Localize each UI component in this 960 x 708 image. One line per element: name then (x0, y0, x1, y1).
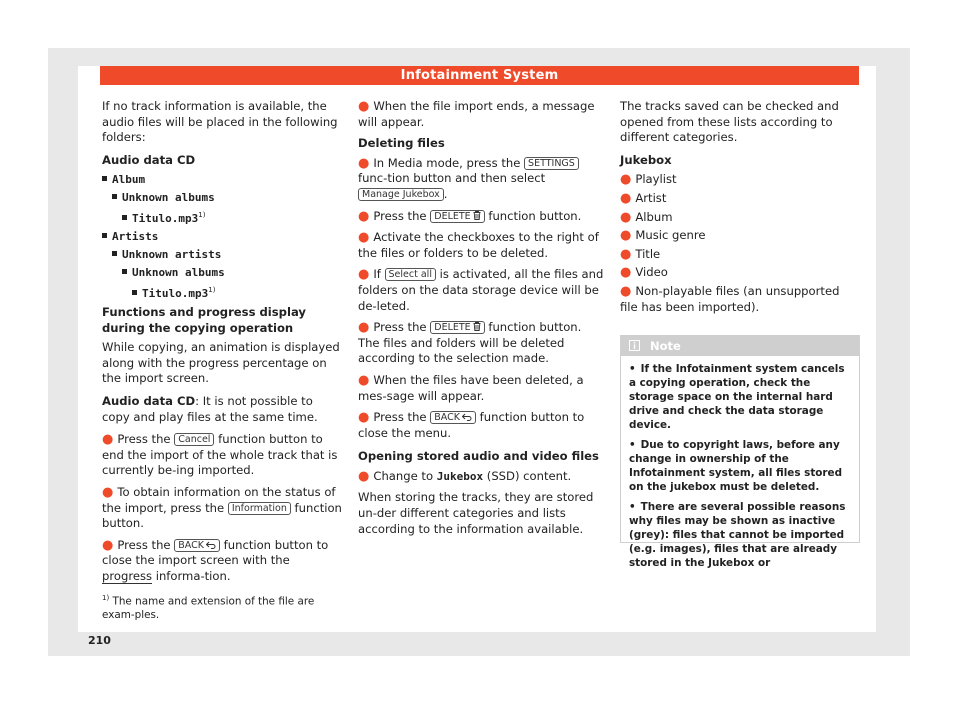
list-item: ● When the files have been deleted, a mes-sage will appear. (358, 372, 584, 403)
list-item: ● Playlist (620, 172, 677, 188)
note-title: Note (650, 339, 681, 353)
bullet-icon: ● (102, 485, 114, 501)
back-button: BACK (430, 411, 476, 424)
back-arrow-icon (462, 413, 472, 421)
cancel-button: Cancel (174, 433, 214, 446)
back-arrow-icon (206, 541, 216, 549)
list-item: ● Album (620, 209, 673, 225)
while-copying-text: While copying, an animation is displayed along with the progress percentage on the import screen. (102, 340, 340, 386)
functions-heading: Functions and progress display during the copying operation (102, 305, 306, 335)
bullet-icon: ● (620, 209, 632, 225)
list-item: ● Press the BACK function button to close the import screen with the progress informa-tion. (102, 537, 329, 583)
footnote-ref: 1) (208, 286, 216, 295)
bullet-icon: ● (358, 320, 370, 336)
deleting-heading: Deleting files (358, 136, 445, 151)
square-bullet-icon (102, 233, 107, 238)
delete-button: DELETE (430, 321, 484, 334)
trash-icon (473, 211, 481, 220)
footnote-ref: 1) (198, 211, 206, 220)
note-item: • Due to copyright laws, before any change in ownership of the Infotainment system, all files stored on the jukebox must be deleted. (629, 439, 843, 493)
tree-item: Unknown albums (102, 190, 342, 205)
list-item: ● Change to Jukebox (SSD) content. (358, 468, 572, 484)
delete-button: DELETE (430, 210, 484, 223)
list-item: ● If Select all is activated, all the files and folders on the data storage device will be de-leted. (358, 267, 604, 313)
note-header (621, 336, 859, 356)
bullet-icon: ● (358, 208, 370, 224)
column-1 (102, 99, 342, 591)
bullet-icon: ● (102, 432, 114, 448)
page-number: 210 (88, 634, 111, 647)
tree-item: Unknown albums (102, 265, 342, 280)
back-button: BACK (174, 539, 220, 552)
list-item: ● Video (620, 265, 668, 281)
list-item: ● Non-playable files (an unsupported file has been imported). (620, 283, 840, 314)
bullet-icon: ● (358, 410, 370, 426)
bullet-icon: ● (620, 190, 632, 206)
list-item: ● Music genre (620, 228, 706, 244)
list-item: ● Activate the checkboxes to the right of the files or folders to be deleted. (358, 230, 599, 260)
information-button: Information (228, 502, 291, 515)
tree-item: Artists (102, 229, 342, 244)
square-bullet-icon (132, 290, 137, 295)
audio-cd-note: Audio data CD: It is not possible to copy and play files at the same time. (102, 394, 318, 424)
column-3 (620, 99, 860, 318)
list-item: ● Press the DELETE function button. The files and folders will be deleted according to the selection made. (358, 320, 582, 366)
column-2 (358, 99, 604, 544)
tree-item: Album (102, 172, 342, 187)
square-bullet-icon (102, 176, 107, 181)
bullet-icon: ● (358, 99, 370, 114)
tree-item: Titulo.mp3$^{1)}$ (102, 283, 342, 301)
storing-text: When storing the tracks, they are stored un-der different categories and lists according to the information available. (358, 490, 594, 536)
bullet-icon: ● (358, 155, 370, 171)
footnote: $^{1)}$ The name and extension of the file are exam-ples. (102, 594, 315, 622)
note-item: • There are several possible reasons why files may be shown as inactive (grey): files that cannot be imported (e.g. images), files that are already stored in the Jukebox or (629, 501, 846, 569)
bullet-icon: ● (620, 172, 632, 188)
tree-item: Titulo.mp3$^{1)}$ (102, 208, 342, 226)
list-item: ● To obtain information on the status of the import, press the Information function button. (102, 485, 342, 531)
list-item: ● In Media mode, press the SETTINGS func-tion button and then select Manage Jukebox . (358, 156, 604, 203)
trash-icon (473, 322, 481, 331)
audio-cd-heading: Audio data CD (102, 152, 196, 167)
bullet-icon: ● (620, 283, 632, 299)
list-item: ● When the file import ends, a message will appear. (358, 99, 595, 129)
list-item: ● Press the DELETE function button. (358, 208, 582, 224)
bullet-icon: ● (620, 265, 632, 281)
bullet-icon: ● (358, 230, 370, 246)
folder-tree (102, 172, 342, 301)
note-box (620, 335, 860, 569)
list-item: ● Press the Cancel function button to end the import of the whole track that is currently be-ing imported. (102, 432, 338, 478)
bullet-icon: ● (358, 468, 370, 484)
bullet-icon: ● (620, 228, 632, 244)
category-list (620, 172, 860, 315)
intro-text: The tracks saved can be checked and opened from these lists according to different categories. (620, 99, 839, 145)
intro-text: If no track information is available, the audio files will be placed in the following folders: (102, 99, 338, 145)
square-bullet-icon (122, 269, 127, 274)
tree-item: Unknown artists (102, 247, 342, 262)
list-item: ● Title (620, 246, 661, 262)
info-icon (629, 340, 640, 351)
footnote-rule (102, 583, 152, 584)
section-header: Infotainment System (100, 66, 859, 85)
bullet-icon: ● (102, 537, 114, 553)
list-item: ● Press the BACK function button to close the menu. (358, 410, 585, 440)
jukebox-heading: Jukebox (620, 152, 672, 167)
bullet-icon: ● (358, 372, 370, 388)
bullet-icon: ● (620, 246, 632, 262)
square-bullet-icon (112, 194, 117, 199)
bullet-icon: ● (358, 267, 370, 283)
manage-jukebox-button: Manage Jukebox (358, 188, 444, 201)
square-bullet-icon (112, 251, 117, 256)
note-body (621, 356, 859, 570)
select-all-button: Select all (385, 268, 436, 281)
square-bullet-icon (122, 215, 127, 220)
settings-button: SETTINGS (524, 157, 579, 170)
opening-heading: Opening stored audio and video files (358, 449, 599, 464)
list-item: ● Artist (620, 190, 667, 206)
note-item: • If the Infotainment system cancels a copying operation, check the storage space on the internal hard drive and check the data storage device. (629, 363, 845, 431)
